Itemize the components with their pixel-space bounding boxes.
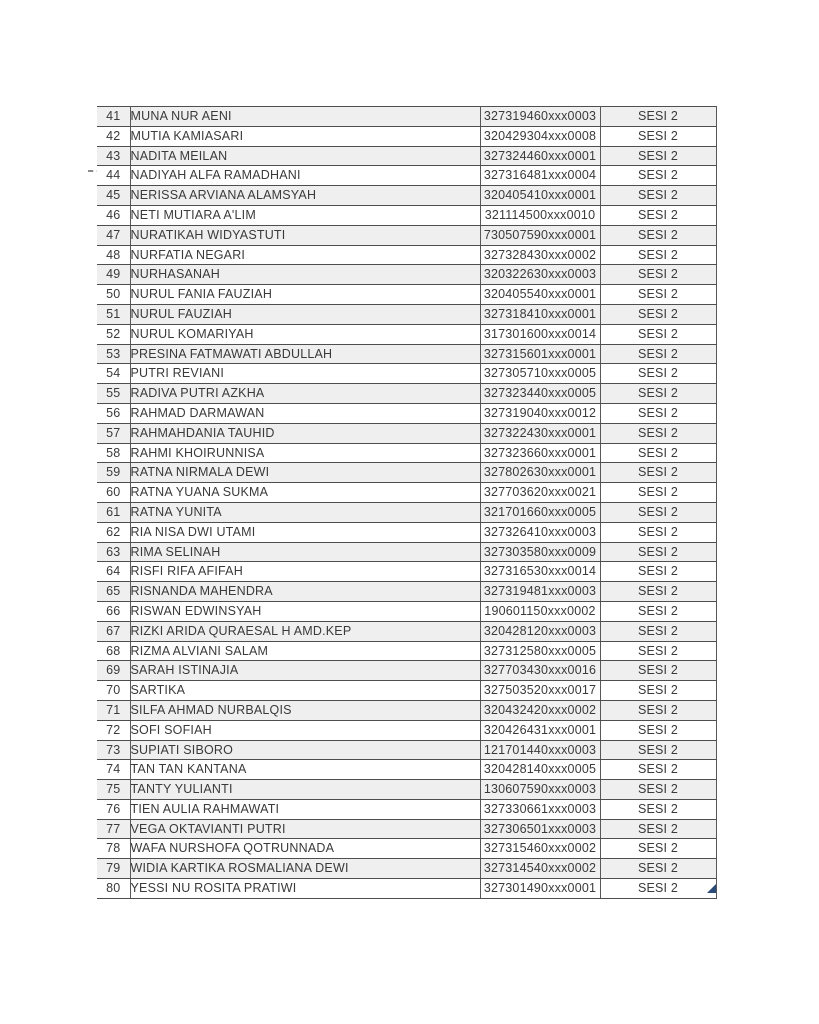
name-cell: RISFI RIFA AFIFAH xyxy=(130,562,480,582)
session-cell: SESI 2 xyxy=(600,839,716,859)
row-number-cell: 55 xyxy=(97,384,130,404)
row-number-cell: 54 xyxy=(97,364,130,384)
name-cell: SARTIKA xyxy=(130,681,480,701)
session-cell: SESI 2 xyxy=(600,700,716,720)
name-cell: SILFA AHMAD NURBALQIS xyxy=(130,700,480,720)
row-number-cell: 62 xyxy=(97,522,130,542)
nik-cell: 327316530xxx0014 xyxy=(480,562,600,582)
session-cell: SESI 2 xyxy=(600,126,716,146)
table-row xyxy=(97,205,716,225)
name-cell: RATNA NIRMALA DEWI xyxy=(130,463,480,483)
nik-cell: 327301490xxx0001 xyxy=(480,879,600,899)
session-cell: SESI 2 xyxy=(600,304,716,324)
table-row xyxy=(97,799,716,819)
name-cell: VEGA OKTAVIANTI PUTRI xyxy=(130,819,480,839)
nik-cell: 190601150xxx0002 xyxy=(480,601,600,621)
session-cell: SESI 2 xyxy=(600,542,716,562)
table-row xyxy=(97,166,716,186)
table-row xyxy=(97,186,716,206)
nik-cell: 317301600xxx0014 xyxy=(480,324,600,344)
name-cell: TIEN AULIA RAHMAWATI xyxy=(130,799,480,819)
row-number-cell: 76 xyxy=(97,799,130,819)
row-number-cell: 56 xyxy=(97,403,130,423)
row-number-cell: 65 xyxy=(97,582,130,602)
name-cell: SOFI SOFIAH xyxy=(130,720,480,740)
name-cell: NURUL FANIA FAUZIAH xyxy=(130,285,480,305)
name-cell: RAHMAD DARMAWAN xyxy=(130,403,480,423)
table-row xyxy=(97,839,716,859)
nik-cell: 327802630xxx0001 xyxy=(480,463,600,483)
nik-cell: 320429304xxx0008 xyxy=(480,126,600,146)
nik-cell: 320405540xxx0001 xyxy=(480,285,600,305)
nik-cell: 327305710xxx0005 xyxy=(480,364,600,384)
nik-cell: 327316481xxx0004 xyxy=(480,166,600,186)
row-number-cell: 41 xyxy=(97,107,130,127)
table-row xyxy=(97,403,716,423)
session-cell: SESI 2 xyxy=(600,879,716,899)
row-number-cell: 75 xyxy=(97,780,130,800)
name-cell: RIZKI ARIDA QURAESAL H AMD.KEP xyxy=(130,621,480,641)
row-number-cell: 60 xyxy=(97,483,130,503)
table-row xyxy=(97,107,716,127)
session-cell: SESI 2 xyxy=(600,423,716,443)
table-row xyxy=(97,245,716,265)
row-number-cell: 64 xyxy=(97,562,130,582)
row-number-cell: 50 xyxy=(97,285,130,305)
participant-table xyxy=(97,106,717,899)
nik-cell: 321701660xxx0005 xyxy=(480,502,600,522)
row-number-cell: 44 xyxy=(97,166,130,186)
session-cell: SESI 2 xyxy=(600,740,716,760)
nik-cell: 327315460xxx0002 xyxy=(480,839,600,859)
nik-cell: 327303580xxx0009 xyxy=(480,542,600,562)
name-cell: NERISSA ARVIANA ALAMSYAH xyxy=(130,186,480,206)
table-row xyxy=(97,443,716,463)
table-row xyxy=(97,859,716,879)
session-cell: SESI 2 xyxy=(600,285,716,305)
row-number-cell: 73 xyxy=(97,740,130,760)
session-cell: SESI 2 xyxy=(600,562,716,582)
name-cell: NADIYAH ALFA RAMADHANI xyxy=(130,166,480,186)
table-row xyxy=(97,384,716,404)
table-row xyxy=(97,146,716,166)
nik-cell: 130607590xxx0003 xyxy=(480,780,600,800)
table-row xyxy=(97,522,716,542)
session-cell: SESI 2 xyxy=(600,403,716,423)
row-number-cell: 80 xyxy=(97,879,130,899)
name-cell: TANTY YULIANTI xyxy=(130,780,480,800)
name-cell: PRESINA FATMAWATI ABDULLAH xyxy=(130,344,480,364)
name-cell: NURUL KOMARIYAH xyxy=(130,324,480,344)
name-cell: NURFATIA NEGARI xyxy=(130,245,480,265)
table-row xyxy=(97,304,716,324)
session-cell: SESI 2 xyxy=(600,265,716,285)
nik-cell: 327314540xxx0002 xyxy=(480,859,600,879)
table-row xyxy=(97,423,716,443)
nik-cell: 730507590xxx0001 xyxy=(480,225,600,245)
nik-cell: 327323440xxx0005 xyxy=(480,384,600,404)
nik-cell: 327306501xxx0003 xyxy=(480,819,600,839)
session-cell: SESI 2 xyxy=(600,582,716,602)
name-cell: MUTIA KAMIASARI xyxy=(130,126,480,146)
nik-cell: 320322630xxx0003 xyxy=(480,265,600,285)
table-row xyxy=(97,285,716,305)
row-number-cell: 42 xyxy=(97,126,130,146)
nik-cell: 327703620xxx0021 xyxy=(480,483,600,503)
row-number-cell: 74 xyxy=(97,760,130,780)
session-cell: SESI 2 xyxy=(600,483,716,503)
name-cell: YESSI NU ROSITA PRATIWI xyxy=(130,879,480,899)
table-row xyxy=(97,621,716,641)
session-cell: SESI 2 xyxy=(600,720,716,740)
row-number-cell: 59 xyxy=(97,463,130,483)
nik-cell: 327326410xxx0003 xyxy=(480,522,600,542)
table-row xyxy=(97,601,716,621)
session-cell: SESI 2 xyxy=(600,780,716,800)
name-cell: NETI MUTIARA A'LIM xyxy=(130,205,480,225)
name-cell: RAHMI KHOIRUNNISA xyxy=(130,443,480,463)
nik-cell: 327318410xxx0001 xyxy=(480,304,600,324)
row-number-cell: 46 xyxy=(97,205,130,225)
session-cell: SESI 2 xyxy=(600,166,716,186)
session-cell: SESI 2 xyxy=(600,621,716,641)
row-number-cell: 63 xyxy=(97,542,130,562)
nik-cell: 320405410xxx0001 xyxy=(480,186,600,206)
name-cell: TAN TAN KANTANA xyxy=(130,760,480,780)
name-cell: NADITA MEILAN xyxy=(130,146,480,166)
session-cell: SESI 2 xyxy=(600,324,716,344)
session-cell: SESI 2 xyxy=(600,443,716,463)
name-cell: PUTRI REVIANI xyxy=(130,364,480,384)
table-row xyxy=(97,344,716,364)
nik-cell: 327503520xxx0017 xyxy=(480,681,600,701)
row-number-cell: 53 xyxy=(97,344,130,364)
session-cell: SESI 2 xyxy=(600,502,716,522)
row-number-cell: 48 xyxy=(97,245,130,265)
row-number-cell: 68 xyxy=(97,641,130,661)
nik-cell: 327323660xxx0001 xyxy=(480,443,600,463)
participant-table-container xyxy=(97,106,717,899)
table-row xyxy=(97,562,716,582)
name-cell: RISNANDA MAHENDRA xyxy=(130,582,480,602)
table-row xyxy=(97,225,716,245)
name-cell: RADIVA PUTRI AZKHA xyxy=(130,384,480,404)
name-cell: WAFA NURSHOFA QOTRUNNADA xyxy=(130,839,480,859)
table-row xyxy=(97,463,716,483)
row-number-cell: 51 xyxy=(97,304,130,324)
table-row xyxy=(97,483,716,503)
name-cell: NURATIKAH WIDYASTUTI xyxy=(130,225,480,245)
nik-cell: 327319460xxx0003 xyxy=(480,107,600,127)
table-row xyxy=(97,502,716,522)
name-cell: RIMA SELINAH xyxy=(130,542,480,562)
name-cell: MUNA NUR AENI xyxy=(130,107,480,127)
session-cell: SESI 2 xyxy=(600,601,716,621)
table-row xyxy=(97,780,716,800)
table-row xyxy=(97,582,716,602)
name-cell: SARAH ISTINAJIA xyxy=(130,661,480,681)
session-cell: SESI 2 xyxy=(600,760,716,780)
name-cell: NURHASANAH xyxy=(130,265,480,285)
row-number-cell: 47 xyxy=(97,225,130,245)
table-row xyxy=(97,324,716,344)
session-cell: SESI 2 xyxy=(600,205,716,225)
name-cell: NURUL FAUZIAH xyxy=(130,304,480,324)
row-number-cell: 49 xyxy=(97,265,130,285)
nik-cell: 327322430xxx0001 xyxy=(480,423,600,443)
nik-cell: 327330661xxx0003 xyxy=(480,799,600,819)
corner-triangle-icon xyxy=(707,884,716,893)
nik-cell: 327328430xxx0002 xyxy=(480,245,600,265)
nik-cell: 327319481xxx0003 xyxy=(480,582,600,602)
row-number-cell: 58 xyxy=(97,443,130,463)
row-number-cell: 61 xyxy=(97,502,130,522)
table-row xyxy=(97,819,716,839)
row-number-cell: 72 xyxy=(97,720,130,740)
nik-cell: 320428120xxx0003 xyxy=(480,621,600,641)
table-row xyxy=(97,641,716,661)
table-row xyxy=(97,740,716,760)
name-cell: RISWAN EDWINSYAH xyxy=(130,601,480,621)
session-cell: SESI 2 xyxy=(600,859,716,879)
session-cell: SESI 2 xyxy=(600,799,716,819)
session-cell: SESI 2 xyxy=(600,641,716,661)
nik-cell: 320426431xxx0001 xyxy=(480,720,600,740)
row-number-cell: 52 xyxy=(97,324,130,344)
session-cell: SESI 2 xyxy=(600,344,716,364)
nik-cell: 327324460xxx0001 xyxy=(480,146,600,166)
row-number-cell: 69 xyxy=(97,661,130,681)
row-number-cell: 71 xyxy=(97,700,130,720)
session-cell: SESI 2 xyxy=(600,364,716,384)
table-row xyxy=(97,760,716,780)
table-row xyxy=(97,661,716,681)
nik-cell: 321114500xxx0010 xyxy=(480,205,600,225)
session-cell: SESI 2 xyxy=(600,384,716,404)
nik-cell: 327319040xxx0012 xyxy=(480,403,600,423)
table-row xyxy=(97,265,716,285)
table-row xyxy=(97,879,716,899)
name-cell: WIDIA KARTIKA ROSMALIANA DEWI xyxy=(130,859,480,879)
row-number-cell: 70 xyxy=(97,681,130,701)
table-row xyxy=(97,700,716,720)
participant-table-body xyxy=(97,107,716,899)
table-row xyxy=(97,364,716,384)
session-cell: SESI 2 xyxy=(600,522,716,542)
session-cell: SESI 2 xyxy=(600,186,716,206)
session-cell: SESI 2 xyxy=(600,661,716,681)
nik-cell: 327312580xxx0005 xyxy=(480,641,600,661)
row-number-cell: 78 xyxy=(97,839,130,859)
name-cell: RAHMAHDANIA TAUHID xyxy=(130,423,480,443)
nik-cell: 327703430xxx0016 xyxy=(480,661,600,681)
row-number-cell: 45 xyxy=(97,186,130,206)
name-cell: RATNA YUANA SUKMA xyxy=(130,483,480,503)
session-cell: SESI 2 xyxy=(600,146,716,166)
session-cell: SESI 2 xyxy=(600,819,716,839)
row-number-cell: 66 xyxy=(97,601,130,621)
name-cell: RIZMA ALVIANI SALAM xyxy=(130,641,480,661)
row-number-cell: 57 xyxy=(97,423,130,443)
session-cell: SESI 2 xyxy=(600,107,716,127)
table-row xyxy=(97,681,716,701)
nik-cell: 320432420xxx0002 xyxy=(480,700,600,720)
nik-cell: 327315601xxx0001 xyxy=(480,344,600,364)
session-cell: SESI 2 xyxy=(600,681,716,701)
nik-cell: 320428140xxx0005 xyxy=(480,760,600,780)
row-number-cell: 67 xyxy=(97,621,130,641)
row-number-cell: 43 xyxy=(97,146,130,166)
table-row xyxy=(97,126,716,146)
nik-cell: 121701440xxx0003 xyxy=(480,740,600,760)
name-cell: RIA NISA DWI UTAMI xyxy=(130,522,480,542)
table-row xyxy=(97,720,716,740)
table-row xyxy=(97,542,716,562)
row-number-cell: 79 xyxy=(97,859,130,879)
row-number-cell: 77 xyxy=(97,819,130,839)
name-cell: RATNA YUNITA xyxy=(130,502,480,522)
name-cell: SUPIATI SIBORO xyxy=(130,740,480,760)
session-cell: SESI 2 xyxy=(600,463,716,483)
session-cell: SESI 2 xyxy=(600,245,716,265)
session-cell: SESI 2 xyxy=(600,225,716,245)
